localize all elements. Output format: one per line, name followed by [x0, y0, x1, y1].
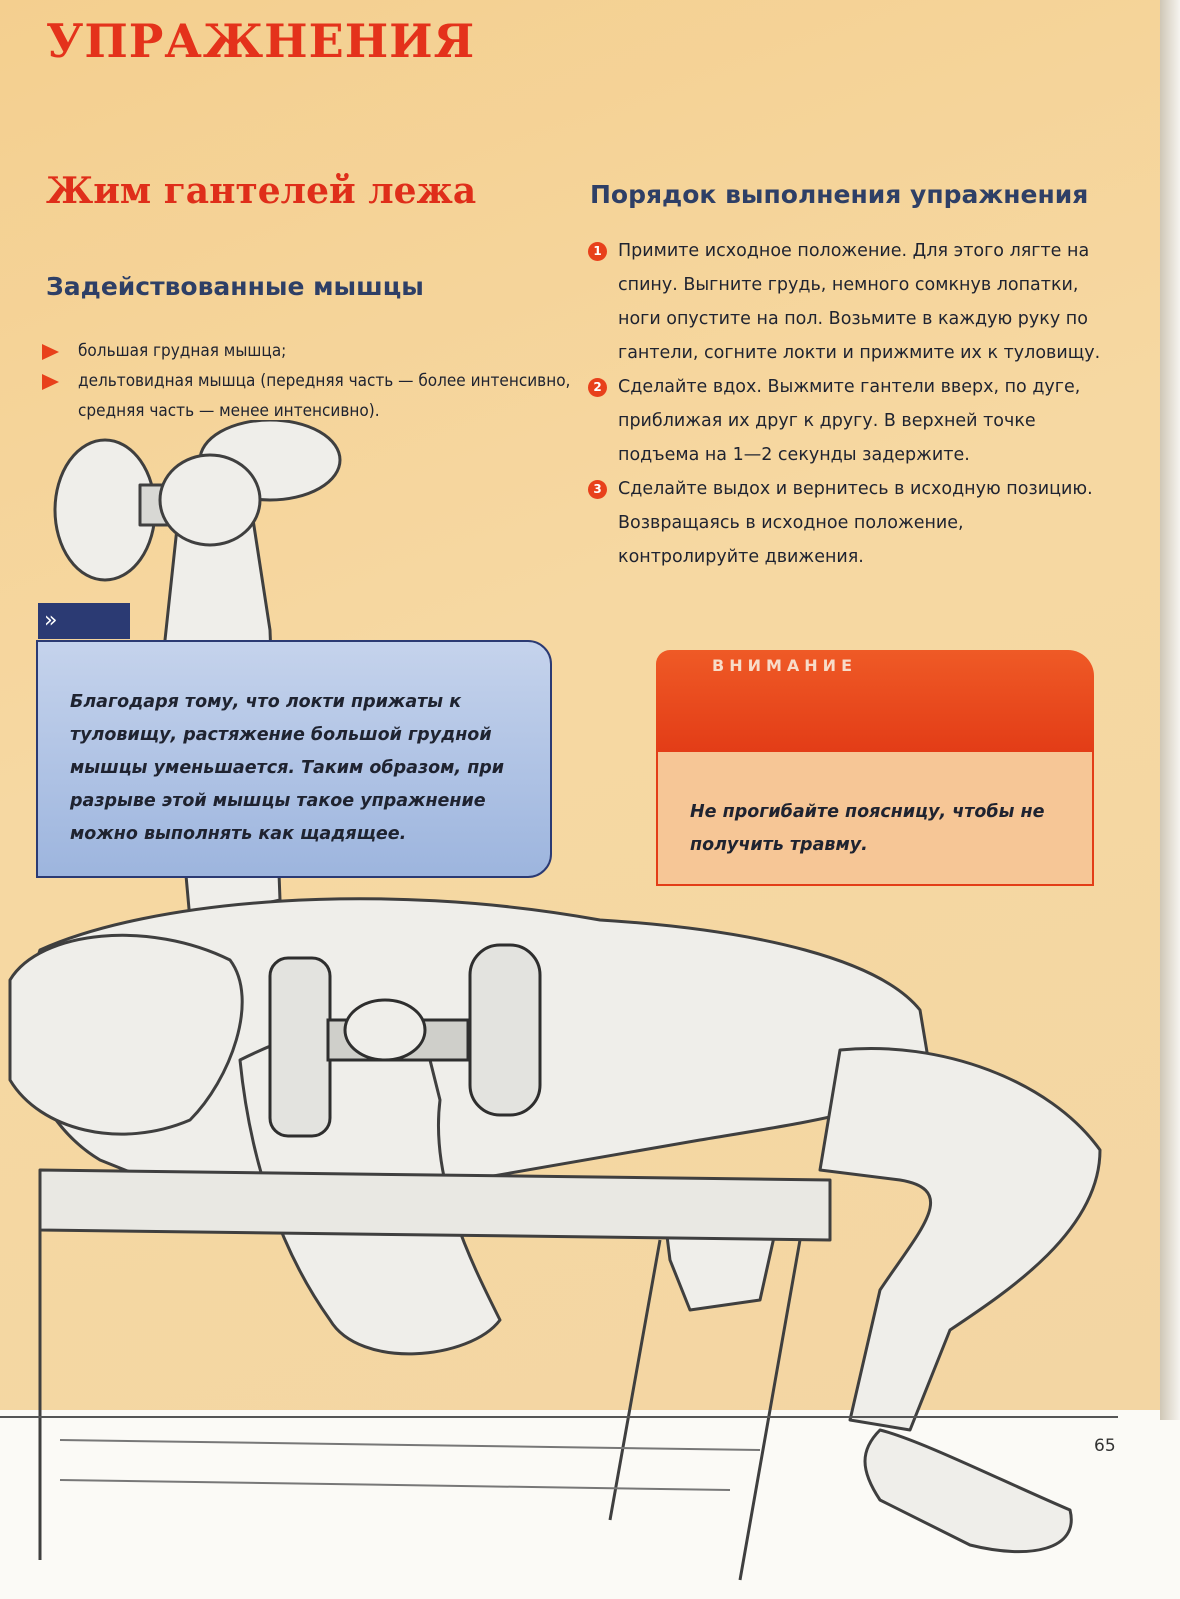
chevrons-icon: » [44, 608, 58, 633]
muscles-list [40, 336, 580, 426]
arrow-bullet-icon [42, 374, 59, 390]
warning-panel [656, 650, 1094, 888]
page-number: 65 [1094, 1436, 1116, 1456]
procedure-heading: Порядок выполнения упражнения [590, 180, 1089, 209]
section-header: УПРАЖНЕНИЯ [46, 14, 476, 68]
procedure-steps [588, 234, 1108, 574]
step-number-badge: 3 [588, 480, 607, 499]
step-number-badge: 2 [588, 378, 607, 397]
arrow-bullet-icon [42, 344, 59, 360]
muscle-text: большая грудная мышца; [78, 341, 287, 361]
list-item [40, 366, 580, 426]
warning-label: ВНИМАНИЕ [712, 656, 857, 675]
warning-text: Не прогибайте поясницу, чтобы не получить травму. [690, 802, 1045, 855]
step-number-badge: 1 [588, 242, 607, 261]
muscle-text: дельтовидная мышца (передняя часть — более интенсивно, средняя часть — менее интенсивно). [78, 371, 571, 421]
list-item [588, 234, 1108, 370]
step-text: Примите исходное положение. Для этого лягте на спину. Выгните грудь, немного сомкнув лопатки, ноги опустите на пол. Возьмите в каждую руку по гантели, согните локти и прижмите их к туловищу. [618, 241, 1101, 363]
step-text: Сделайте вдох. Выжмите гантели вверх, по дуге, приближая их друг к другу. В верхней точке подъема на 1—2 секунды задержите. [618, 377, 1081, 465]
exercise-title: Жим гантелей лежа [46, 170, 477, 212]
step-text: Сделайте выдох и вернитесь в исходную позицию. Возвращаясь в исходное положение, контролируйте движения. [618, 479, 1093, 567]
tip-tab [38, 603, 130, 639]
list-item [588, 472, 1108, 574]
footer-divider [0, 1416, 1118, 1418]
list-item [588, 370, 1108, 472]
bench-press-illustration [0, 420, 1180, 1599]
tip-text: Благодаря тому, что локти прижаты к туловищу, растяжение большой грудной мышцы уменьшается. Таким образом, при разрыве этой мышцы такое упражнение можно выполнять как щадящее. [70, 692, 505, 844]
muscles-heading: Задействованные мышцы [46, 272, 424, 301]
list-item [40, 336, 580, 366]
